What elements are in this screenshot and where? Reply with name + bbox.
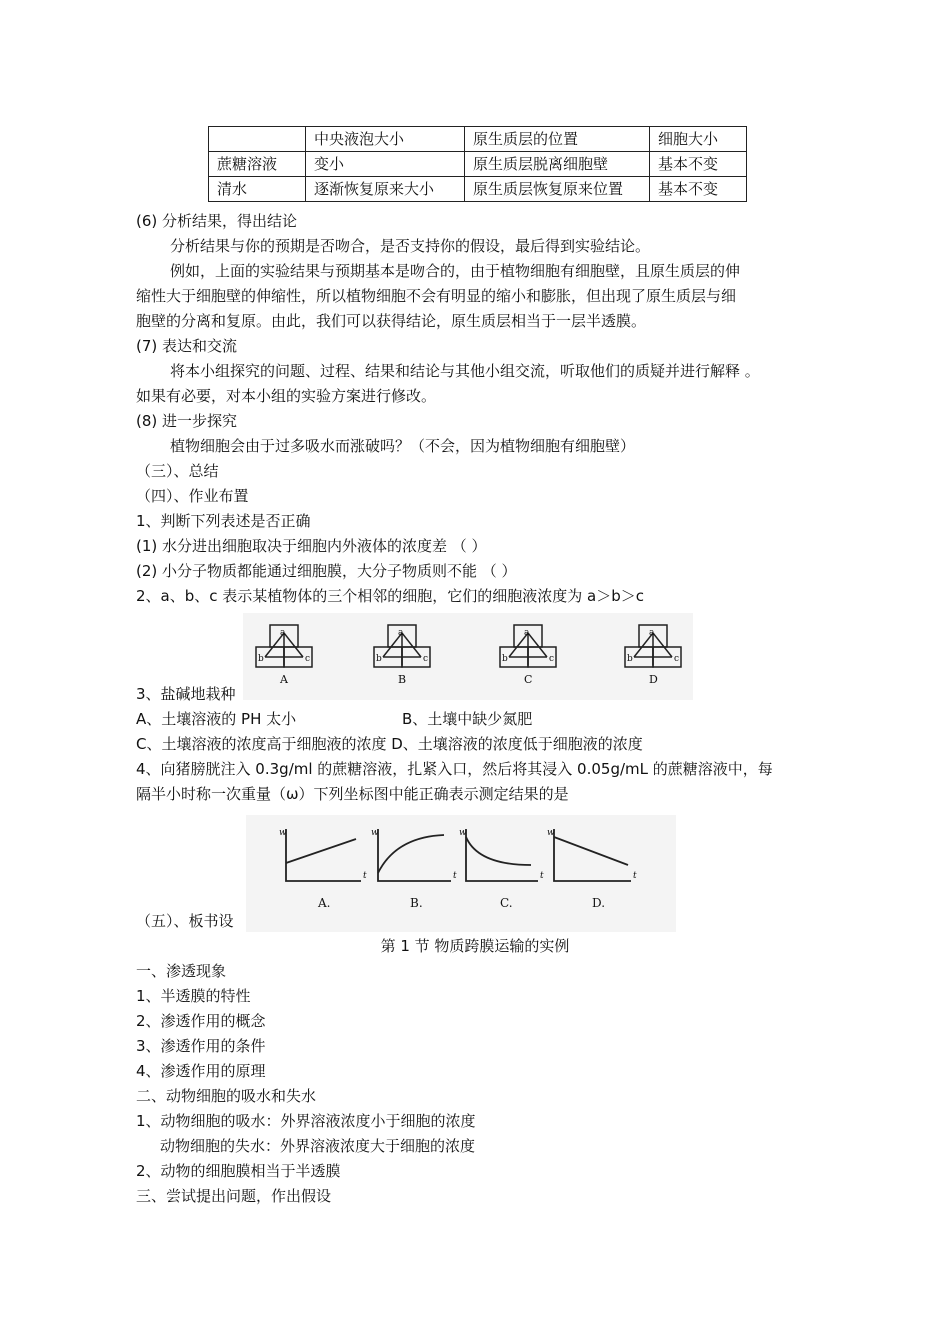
text-line: 2、a、b、c 表示某植物体的三个相邻的细胞，它们的细胞液浓度为 a＞b＞c: [136, 587, 645, 605]
cell-label: a: [649, 628, 655, 638]
text-line: (8) 进一步探究: [136, 412, 238, 430]
graph-label: B.: [410, 896, 423, 910]
text-line: A、土壤溶液的 PH 太小: [136, 710, 297, 728]
table-cell: 原生质层脱离细胞壁: [465, 152, 650, 177]
y-axis-label: w: [547, 828, 555, 838]
text-line: C、土壤溶液的浓度高于细胞液的浓度 D、土壤溶液的浓度低于细胞液的浓度: [136, 735, 643, 753]
text-line: 2、渗透作用的概念: [136, 1012, 266, 1030]
y-axis-label: w: [279, 828, 287, 838]
x-axis-label: t: [540, 871, 544, 881]
table-cell: 原生质层恢复原来位置: [465, 177, 650, 202]
text-line: 将本小组探究的问题、过程、结果和结论与其他小组交流，听取他们的质疑并进行解释 。: [170, 362, 760, 380]
text-line: 1、动物细胞的吸水：外界溶液浓度小于细胞的浓度: [136, 1112, 476, 1130]
text-line: 缩性大于细胞壁的伸缩性，所以植物细胞不会有明显的缩小和膨胀，但出现了原生质层与细: [136, 287, 737, 305]
y-axis-label: w: [459, 828, 467, 838]
x-axis-label: t: [363, 871, 367, 881]
table-cell: 蔗糖溶液: [209, 152, 306, 177]
cell-label: c: [423, 654, 429, 664]
cell-label: b: [502, 654, 508, 664]
text-line: (2) 小分子物质都能通过细胞膜，大分子物质则不能 （ ）: [136, 562, 517, 580]
y-axis-label: w: [371, 828, 379, 838]
text-line: 4、渗透作用的原理: [136, 1062, 266, 1080]
graph-label: D.: [592, 896, 606, 910]
results-table: [208, 126, 747, 202]
text-line: (7) 表达和交流: [136, 337, 238, 355]
text-line: 分析结果与你的预期是否吻合，是否支持你的假设，最后得到实验结论。: [170, 237, 651, 255]
table-cell: [209, 127, 306, 152]
table-cell: 细胞大小: [650, 127, 747, 152]
figure-label: A: [280, 673, 288, 686]
text-line: （四）、作业布置: [136, 487, 249, 505]
cells-diagram: [243, 613, 693, 700]
figure-label: D: [649, 673, 658, 686]
cell-label: c: [305, 654, 311, 664]
text-line: 2、动物的细胞膜相当于半透膜: [136, 1162, 341, 1180]
text-line: 1、半透膜的特性: [136, 987, 251, 1005]
figure-label: B: [398, 673, 407, 686]
text-line: 例如，上面的实验结果与预期基本是吻合的，由于植物细胞有细胞壁，且原生质层的伸: [170, 262, 741, 280]
table-cell: 基本不变: [650, 152, 747, 177]
cell-label: b: [376, 654, 382, 664]
text-line: 1、判断下列表述是否正确: [136, 512, 311, 530]
text-line: 三、尝试提出问题，作出假设: [136, 1187, 332, 1205]
graphs-diagram: [246, 815, 676, 932]
text-line: 3、盐碱地栽种: [136, 685, 236, 703]
table-row: [209, 152, 747, 177]
cells-figure: [243, 613, 693, 700]
text-line: (6) 分析结果，得出结论: [136, 212, 298, 230]
text-line: 植物细胞会由于过多吸水而涨破吗？（不会，因为植物细胞有细胞壁）: [170, 437, 636, 455]
table-header-row: [209, 127, 747, 152]
text-line: B、土壤中缺少氮肥: [402, 710, 533, 728]
figure-label: C: [524, 673, 533, 686]
graph-label: A.: [318, 896, 331, 910]
table-cell: 清水: [209, 177, 306, 202]
text-line: 如果有必要，对本小组的实验方案进行修改。: [136, 387, 437, 405]
cell-label: b: [258, 654, 264, 664]
text-line: 动物细胞的失水：外界溶液浓度大于细胞的浓度: [160, 1137, 476, 1155]
text-line: 4、向猪膀胱注入 0.3g/ml 的蔗糖溶液，扎紧入口，然后将其浸入 0.05g/mL 的蔗糖溶液中，每: [136, 760, 773, 778]
page-title: 第 1 节 物质跨膜运输的实例: [380, 937, 570, 955]
graphs-figure: [246, 815, 676, 932]
text-line: (1) 水分进出细胞取决于细胞内外液体的浓度差 （ ）: [136, 537, 487, 555]
table-cell: 逐渐恢复原来大小: [306, 177, 465, 202]
table-cell: 中央液泡大小: [306, 127, 465, 152]
graph-label: C.: [500, 896, 513, 910]
x-axis-label: t: [453, 871, 457, 881]
text-line: 胞壁的分离和复原。由此，我们可以获得结论，原生质层相当于一层半透膜。: [136, 312, 647, 330]
cell-label: a: [524, 628, 530, 638]
cell-label: b: [627, 654, 633, 664]
text-line: （三）、总结: [136, 462, 219, 480]
cell-label: a: [280, 628, 286, 638]
cell-label: c: [549, 654, 555, 664]
text-line: 隔半小时称一次重量（ω）下列坐标图中能正确表示测定结果的是: [136, 785, 569, 803]
text-line: 一、渗透现象: [136, 962, 227, 980]
cell-label: a: [398, 628, 404, 638]
table-cell: 原生质层的位置: [465, 127, 650, 152]
text-line: （五）、板书设: [136, 912, 234, 930]
table-cell: 基本不变: [650, 177, 747, 202]
table-row: [209, 177, 747, 202]
text-line: 3、渗透作用的条件: [136, 1037, 266, 1055]
text-line: 二、动物细胞的吸水和失水: [136, 1087, 317, 1105]
x-axis-label: t: [633, 871, 637, 881]
cell-label: c: [674, 654, 680, 664]
table-cell: 变小: [306, 152, 465, 177]
